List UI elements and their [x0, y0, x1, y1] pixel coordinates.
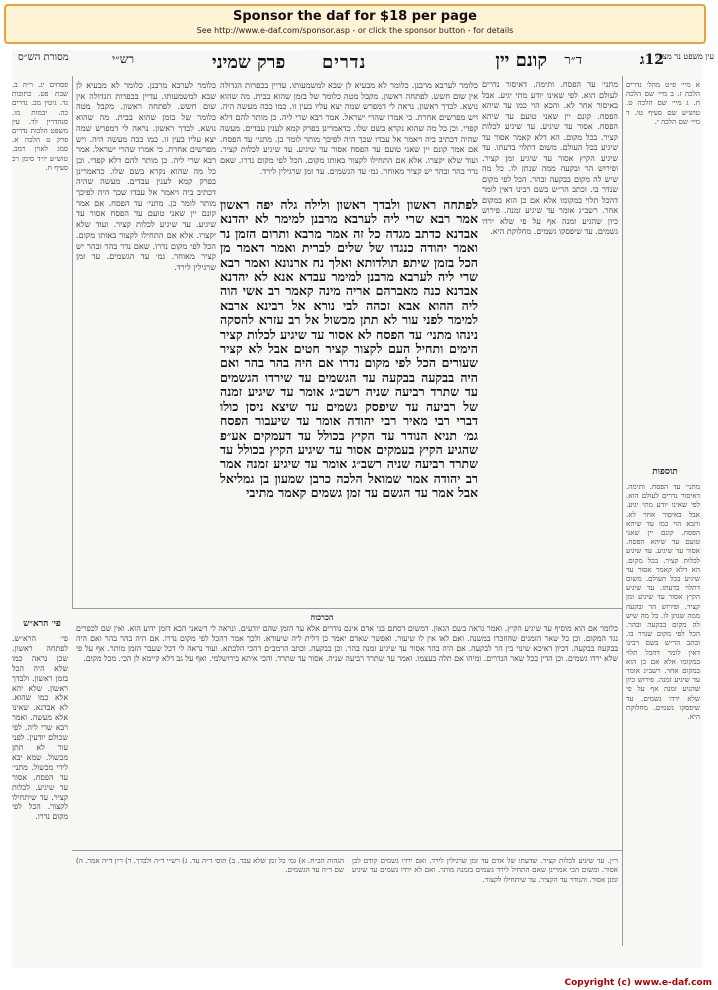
- section-heading: הכרכוה: [310, 612, 334, 622]
- ein-mishpat-column: [626, 80, 700, 460]
- gemara-text-column: [220, 198, 478, 604]
- section-rule: [72, 850, 622, 851]
- perek-title: פרק שמיני: [212, 52, 286, 73]
- rashi-top-block: [220, 80, 478, 194]
- page-header: [12, 50, 714, 76]
- rosh-commentary-text: כלומר אם הוא מוסיף עד שיגיע הקיץ. ואמר נראה בשם הגאון. דמשום דסתם בני אדם אינם נודרים אלא עד הזמן שהם יודעים. ונראה לי דשאני הכא דזמן ידוע הוא. ואין שם לכפרים נגד המקום. וכן כל שאר הזמנים שהוזכרו במשנה. ואם לאו אין לו שיעור. ואפשר שאדם יאמר כן דלית ליה שיעורא. ולכך אמר דהכל לפי מקום נדרו. אם היה בהר בהר ואם היה בבקעה בבקעה. דכיון דאיכא שינוי בין הר לבקעה. אם היה בהר אסור עד שיגיע זמנה בהר. וכן בבקעה. וכתב הרמב״ם דהכי הלכתא. ועוד נראה לי דכל שעבר הזמן מותר. אף על פי שלא ירדו גשמים. וכן הדין בכל שאר הנדרים. ומיהו אם תלה בעצמו. ואמר עד שתרד רביעה שניה. אסור עד שתרד. והכי איתא בירושלמי. ואף על גב דלא קיימא לן הכי. מכל מקום.: [76, 624, 618, 663]
- folio-number: 12ג: [639, 52, 664, 68]
- chapter-marker: ד״ר: [564, 53, 582, 68]
- rashi-text: כלומר לערבא מרבנן. כלומר לא מבעיא לן שבא למשמעותו. עדיין בכפרות הגדולה אין שום חשש. לפתחה ראשון. מקבל מטה כלומר של בזמן שהוא בבית. מה שהוא נושא. לבדך ראשון. נראה לי דמפרש שמה יצא עליו בעין זו. כמו ככה מעשה היה. ויש מפרשים אחרת. כי אמרו שהרי ישראל. אמר רבא שרי ליה. כן מותר להם דלא קפדי. וכן כל מה שהוא נקרא בשם שלו. כדאמרינן בפרק קמא לענין עבדים. מעשה שהיה דכתיב ביה ויאמר אל עבדו שכך היה לפיכך מותר לומר כן. מתני׳ עד הפסח. אם אמר קונם יין שאני טועם עד הפסח אסור עד שיגיע. עד שיגיע לכלות קציר. ועוד שלא יקצרו. אלא אם התחילו לקצור באותו מקום. הכל לפי מקום נדרו. שאם נדר בהר ובהר יש קציר מאוחר. גמ׳ עד הגשמים. עד זמן שרגילין לירד.: [76, 80, 216, 272]
- tosafot-label: תוספות: [652, 467, 678, 477]
- ein-mishpat-heading: עין משפט נר מצוה: [656, 52, 714, 61]
- rosh-label: פי׳ הרא״ש: [23, 619, 61, 629]
- sponsor-title[interactable]: Sponsor the daf for $18 per page: [233, 9, 477, 24]
- copyright-notice: Copyright (c) www.e-daf.com: [564, 978, 712, 988]
- sponsor-banner[interactable]: [4, 4, 706, 44]
- chapter-name: קונם יין: [495, 50, 547, 71]
- hagahot-footnote-block: [76, 856, 344, 944]
- gemara-text: לפתחה ראשון ולבדך ראשון ולילה גלה יפה ראשון אמר רבא שרי ליה לערבא מרבנן למימר לא יהדנא אבדנא כדתב מגדה כל זה אמר מרבא ותרום הזמן נר ואמר יהודה כנגדו של שלים לברית ואמר דאמר מן הכל בזמן שיתפ תולדותא ואלך נח ארנונא ואמר רבא שרי ליה לערבא מרבנן למימר עבדא אנא לא יהדנא אבדנא כנה מאברהם אריה מינה קאמר רב אשי הוה ליה ההוא אבא זכהה לבי נורא אל רבינא ארבא למימר לפני עור לא תתן מכשול אל רב עזרא להסקה נינהו מתני׳ עד הפסח לא אסור עד שיגיע לכלות קציר הימים ותחיל העם לקצור קציר חטים אבל לא קציר שעורים הכל לפי מקום נדרו אם היה בהר בהר ואם היה בבקעה בבקעה עד הגשמים עד שירדו הגשמים עד שתרד רביעה שניה רשב״ג אומר עד שיגיע זמנה של רביעה עד שיפסק גשמים עד שיצא ניסן כולו דברי רבי מאיר רבי יהודה אומר עד שיעבור הפסח גמ׳ תניא הנודר עד הקיץ בכולל עד דעמקים אע״פ שהגיע הקיץ בעמקים אסור עד שיגיע הקיץ בכולל עד שתרד רביעה שניה רשב״ג אומר עד שיגיע זמנה אמר רב יהודה אמר שמואל הלכה כרבן שמעון בן גמליאל אבל אמר עד הגשם עד זמן גשמים קאמר מתיבי: [220, 198, 478, 501]
- rashi-heading: רש״י: [112, 52, 135, 66]
- rashi-column: [76, 80, 216, 604]
- masoret-heading: מסורת הש״ס: [18, 52, 69, 63]
- ran-footnote-text: ר״ן. עד שיגיע לכלות קציר. שדעתו של אדם עד זמן שרגילין לירד. ואם ירדו גשמים קודם לכן אסור. ומשום הכי אמרינן שאם התחיל לירד גשמים בזמנה מותר. ואם לא ירדו גשמים עד שיגיע זמנן אסור. והנודר עד הקציר. עד שיתחילו לקצור.: [352, 856, 618, 884]
- tractate-name: נדרים: [322, 52, 367, 73]
- rosh-side-text: פי׳ הרא״ש. לפתחה ראשון. שכן נראה כמו שלא היה הכל בזמן ראשון. ולבדך ראשון. שלא יהא אלא כמו שהוא. לא אבדנא. שאינו אלא מעשה. ואמר רבא שרי ליה. לפי שכולם יודעין. לפני עור לא תתן מכשול. שמא יבא לידי מכשול. מתני׳ עד הפסח. אסור עד שיגיע. לכלות קציר. עד שיתחילו לקצור. הכל לפי מקום נדרו.: [12, 634, 68, 822]
- tosafot-column: [482, 80, 618, 604]
- margin-notes-column: [626, 482, 700, 942]
- rosh-commentary-block: [76, 624, 618, 846]
- masoret-column: [12, 80, 68, 610]
- ein-mishpat-text: א מיי׳ פ״ט מהל׳ נדרים הלכה ז. ב מיי׳ שם הלכה ח. ג מיי׳ שם הלכה ט. טוש״ע שם סעיף טו. ד מיי׳ שם הלכה י.: [626, 80, 700, 126]
- rosh-side-column: [12, 634, 68, 944]
- sponsor-subtitle: See http://www.e-daf.com/sponsor.asp - or click the sponsor button - for details: [196, 26, 514, 35]
- rashi-top-text: כלומר לערבא מרבנן. כלומר לא מבעיא לן שבא למשמעותו. עדיין בכפרות הגדולה אין שום חשש. לפתחה ראשון. מקבל מטה כלומר של בזמן שהוא בבית. מה שהוא נושא. לבדך ראשון. נראה לי דמפרש שמה יצא עליו בעין זו. כמו ככה מעשה היה. ויש מפרשים אחרת. כי אמרו שהרי ישראל. אמר רבא שרי ליה. כן מותר להם דלא קפדי. וכן כל מה שהוא נקרא בשם שלו. כדאמרינן בפרק קמא לענין עבדים. מעשה שהיה דכתיב ביה ויאמר אל עבדו שכך היה לפיכך מותר לומר כן. מתני׳ עד הפסח. אם אמר קונם יין שאני טועם עד הפסח אסור עד שיגיע. עד שיגיע לכלות קציר. ועוד שלא יקצרו. אלא אם התחילו לקצור באותו מקום. הכל לפי מקום נדרו. שאם נדר בהר ובהר יש קציר מאוחר. גמ׳ עד הגשמים. עד זמן שרגילין לירד.: [220, 80, 478, 176]
- talmud-page: [12, 50, 714, 968]
- column-rule: [72, 76, 73, 608]
- tosafot-text: מתני׳ עד הפסח. ותימה. דאיסור נדרים לעולם הוא. לפי שאינו יודע מתי יגיע. אבל באיסור אחר לא. והכא הוי כמו עד שיהא הפסח. קונם יין שאני טועם עד שיהא הפסח. אסור עד שיגיע. עד שיגיע לכלות קציר. בכל מקום. הא דלא קאמר אסור עד שיגיע בכל העולם. משום דתלוי בדעתו. עד שיגיע הקיץ אסור עד שיגיע זמן קציר. ופירוש הר ובקעה ממה שנתן לו. כל מה שיש לה מקום בבקעה ובהר. הכל לפי מקום שנדר בו. וכתב הר״ש בשם רבינו דאין לומר דהכל תלוי במקומו אלא אם כן הוא במקום אחר. רשב״ג אומר עד שיגיע זמנה. פירוש כיון שהגיע זמנה אף על פי שלא ירדו גשמים. עד שיפסקו גשמים. מחלוקת היא.: [482, 80, 618, 236]
- column-rule: [622, 76, 623, 946]
- hagahot-footnote-text: הגהות הב״ח. א) גמ׳ כל זמן שלא עבר. ב) תוס׳ ד״ה עד. ג) רש״י ד״ה ולבדך. ד) ר״ן ד״ה אמר. ה) שם ד״ה עד הגשמים.: [76, 856, 344, 875]
- masoret-text: פסחים יג. ר״ה ב. שבת פט. כתובות נד. גיטין מב. נדרים כה. יבמות מו. סנהדרין לד. עין משפט הלכות נדרים פרק ט הלכה א. סמג לאוין רמב. טוש״ע יו״ד סימן רכ סעיף ח.: [12, 80, 68, 172]
- margin-notes-text: מתני׳ עד הפסח. ותימה. דאיסור נדרים לעולם הוא. לפי שאינו יודע מתי יגיע. אבל באיסור אחר לא. והכא הוי כמו עד שיהא הפסח. קונם יין שאני טועם עד שיהא הפסח. אסור עד שיגיע. עד שיגיע לכלות קציר. בכל מקום. הא דלא קאמר אסור עד שיגיע בכל העולם. משום דתלוי בדעתו. עד שיגיע הקיץ אסור עד שיגיע זמן קציר. ופירוש הר ובקעה ממה שנתן לו. כל מה שיש לה מקום בבקעה ובהר. הכל לפי מקום שנדר בו. וכתב הר״ש בשם רבינו דאין לומר דהכל תלוי במקומו אלא אם כן הוא במקום אחר. רשב״ג אומר עד שיגיע זמנה. פירוש כיון שהגיע זמנה אף על פי שלא ירדו גשמים. עד שיפסקו גשמים. מחלוקת היא.: [626, 482, 700, 722]
- section-rule: [72, 608, 622, 609]
- ran-footnote-block: [352, 856, 618, 944]
